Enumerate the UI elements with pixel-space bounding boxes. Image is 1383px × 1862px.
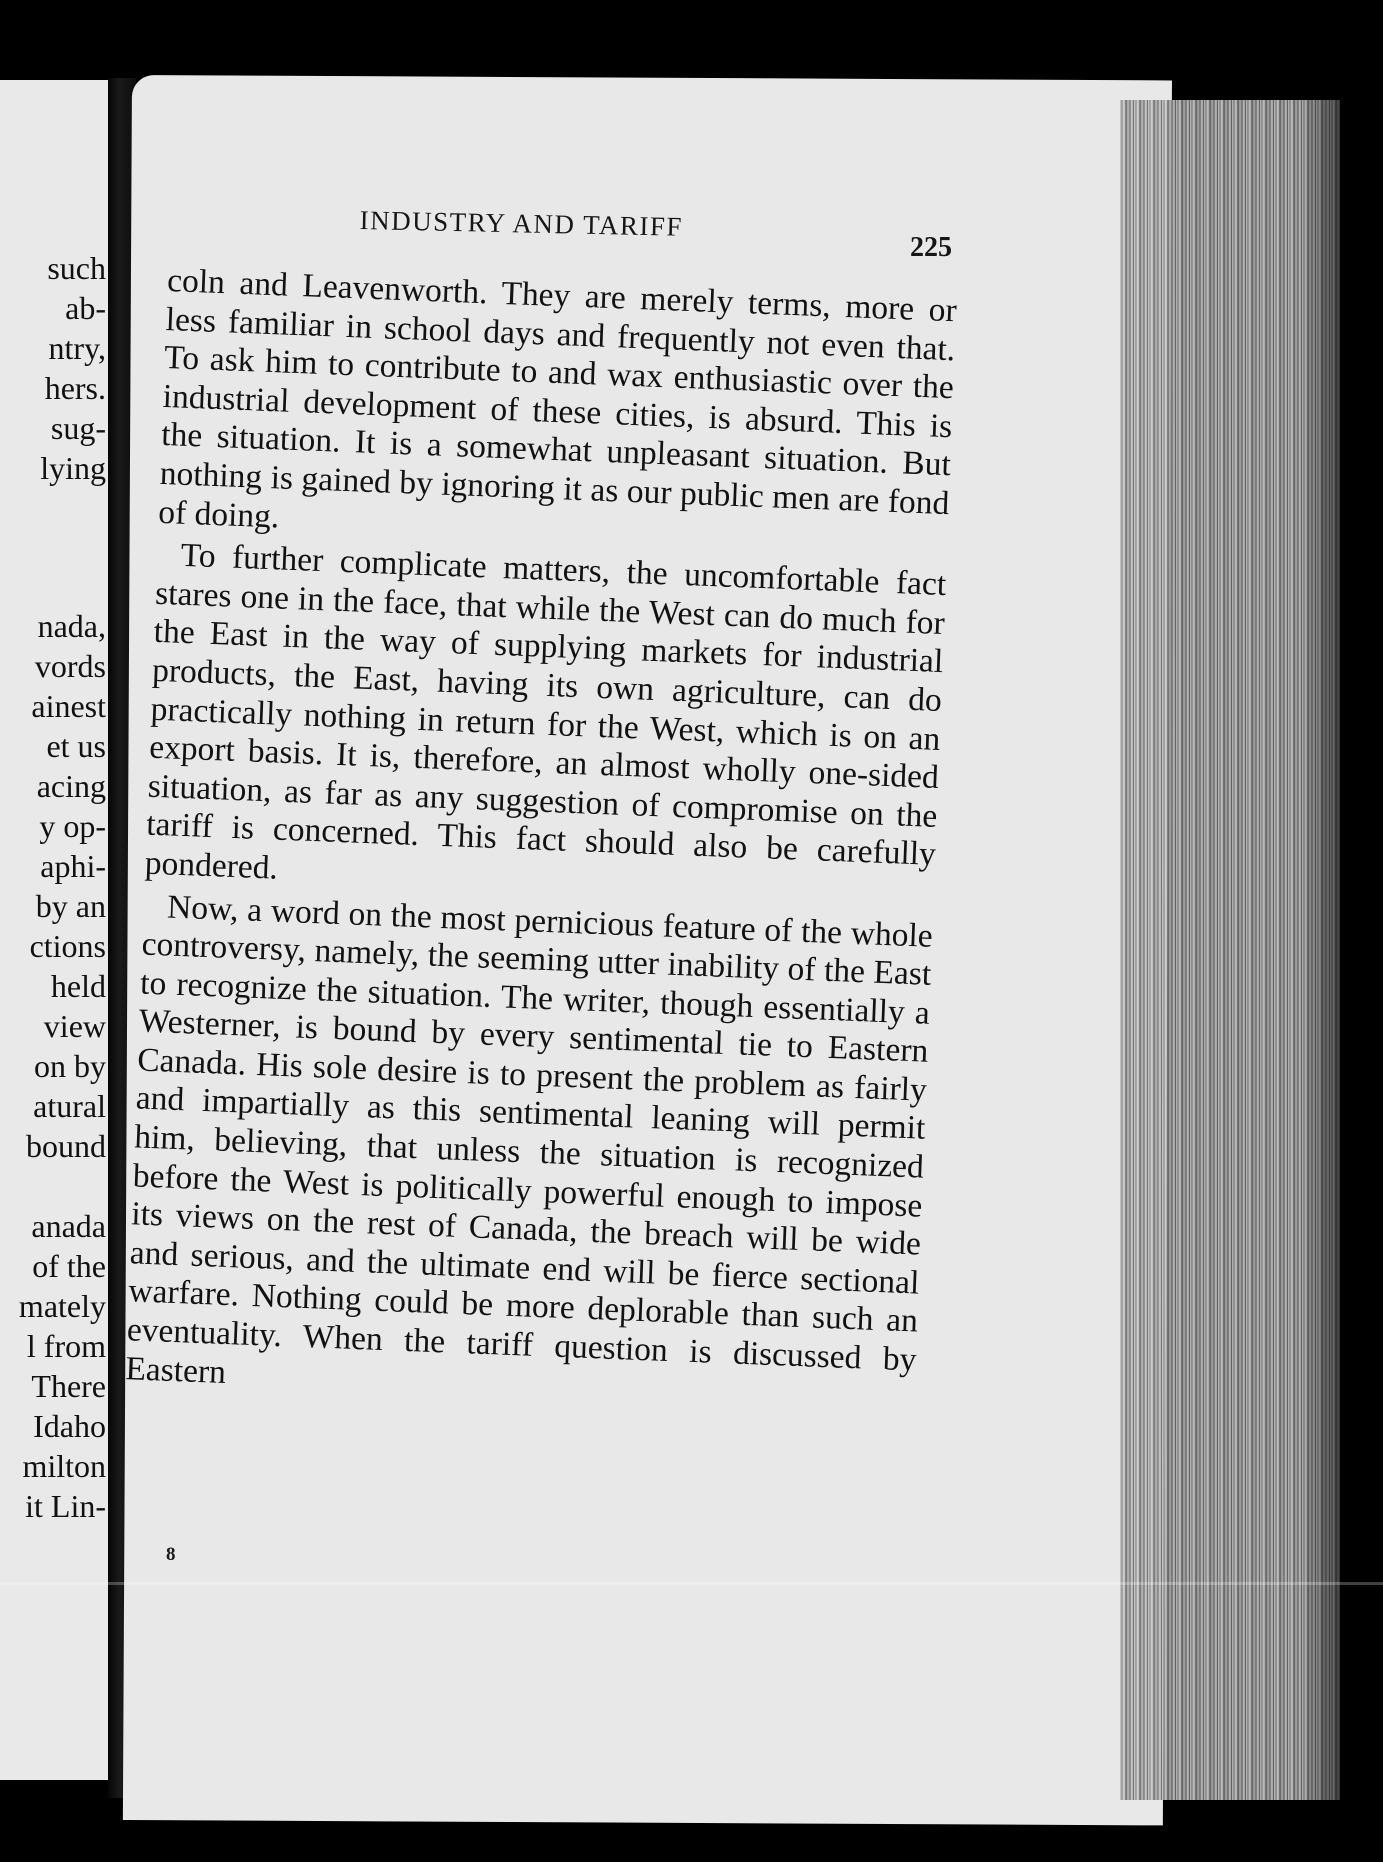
left-page-line-fragment: on by (34, 1048, 106, 1084)
paragraph: To further complicate matters, the uncomfortable fact stares one in the face, that while the West can do much for the East in the way of supplying markets for industrial products, the East, having its own agriculture, can do practically nothing in return for the West, which is on an export basis. It is, therefore, an almost wholly one-sided situation, as far as any suggestion of compromise on the tariff is concerned. This fact should also be carefully pondered. (144, 536, 947, 887)
left-page-line-fragment: nada, (37, 608, 106, 644)
left-page-line-fragment: milton (22, 1448, 106, 1484)
left-page-line-fragment: such (47, 250, 106, 286)
paragraph: Now, a word on the most pernicious feature of the whole controversy, namely, the seeming utter inability of the East to recognize the situation. The writer, though essentially a Westerner, is bound by every sentimental tie to Eastern Canada. His sole desire is to present the problem as fairly and impartially as this sentimental leaning will permit him, believing, that unless the situation is recognized before the West is politically powerful enough to impose its views on the rest of Canada, the breach will be wide and serious, and the ultimate end will be fierce sectional warfare. Nothing could be more deplorable than such an eventuality. When the tariff question is discussed by Eastern (124, 887, 934, 1391)
left-page-line-fragment: Idaho (33, 1408, 106, 1444)
page-number: 225 (910, 232, 952, 263)
left-page-line-fragment: vords (34, 648, 106, 684)
scan-artifact-line (0, 1582, 1383, 1585)
left-page-line-fragment: l from (26, 1328, 106, 1364)
left-page-line-fragment: of the (32, 1248, 106, 1284)
left-page-line-fragment: et us (46, 728, 106, 764)
left-page-line-fragment: sug- (50, 410, 106, 446)
left-page-line-fragment: anada (31, 1208, 106, 1244)
left-page-line-fragment: by an (35, 888, 106, 924)
left-page-line-fragment: mately (18, 1288, 106, 1324)
left-page-line-fragment: atural (33, 1088, 106, 1124)
running-header: INDUSTRY AND TARIFF (359, 205, 684, 242)
left-page-line-fragment: ctions (29, 928, 106, 964)
body-text (125, 262, 958, 1423)
left-page (0, 80, 110, 1780)
left-page-line-fragment: ab- (65, 290, 106, 326)
paragraph: coln and Leavenworth. They are merely terms, more or less familiar in school days and frequently not even that. To ask him to contribute to and wax enthusiastic over the industrial development of these cities, is absurd. This is the situation. It is a somewhat unpleasant situation. But nothing is gained by ignoring it as our public men are fond of doing. (157, 262, 958, 536)
page-edges-shadow (1300, 100, 1360, 1800)
left-page-line-fragment: view (43, 1008, 106, 1044)
left-page-line-fragment: lying (40, 450, 106, 486)
left-page-line-fragment: aphi- (40, 848, 106, 884)
left-page-line-fragment: hers. (44, 370, 106, 406)
left-page-line-fragment: it Lin- (25, 1488, 106, 1524)
left-page-line-fragment: ntry, (48, 330, 106, 366)
left-page-line-fragment: ainest (31, 688, 106, 724)
left-page-line-fragment: y op- (39, 808, 106, 844)
left-page-line-fragment: bound (26, 1128, 106, 1164)
left-page-line-fragment: held (50, 968, 106, 1004)
signature-mark: 8 (166, 1544, 176, 1565)
left-page-line-fragment: There (31, 1368, 106, 1404)
left-page-line-fragment: acing (36, 768, 106, 804)
